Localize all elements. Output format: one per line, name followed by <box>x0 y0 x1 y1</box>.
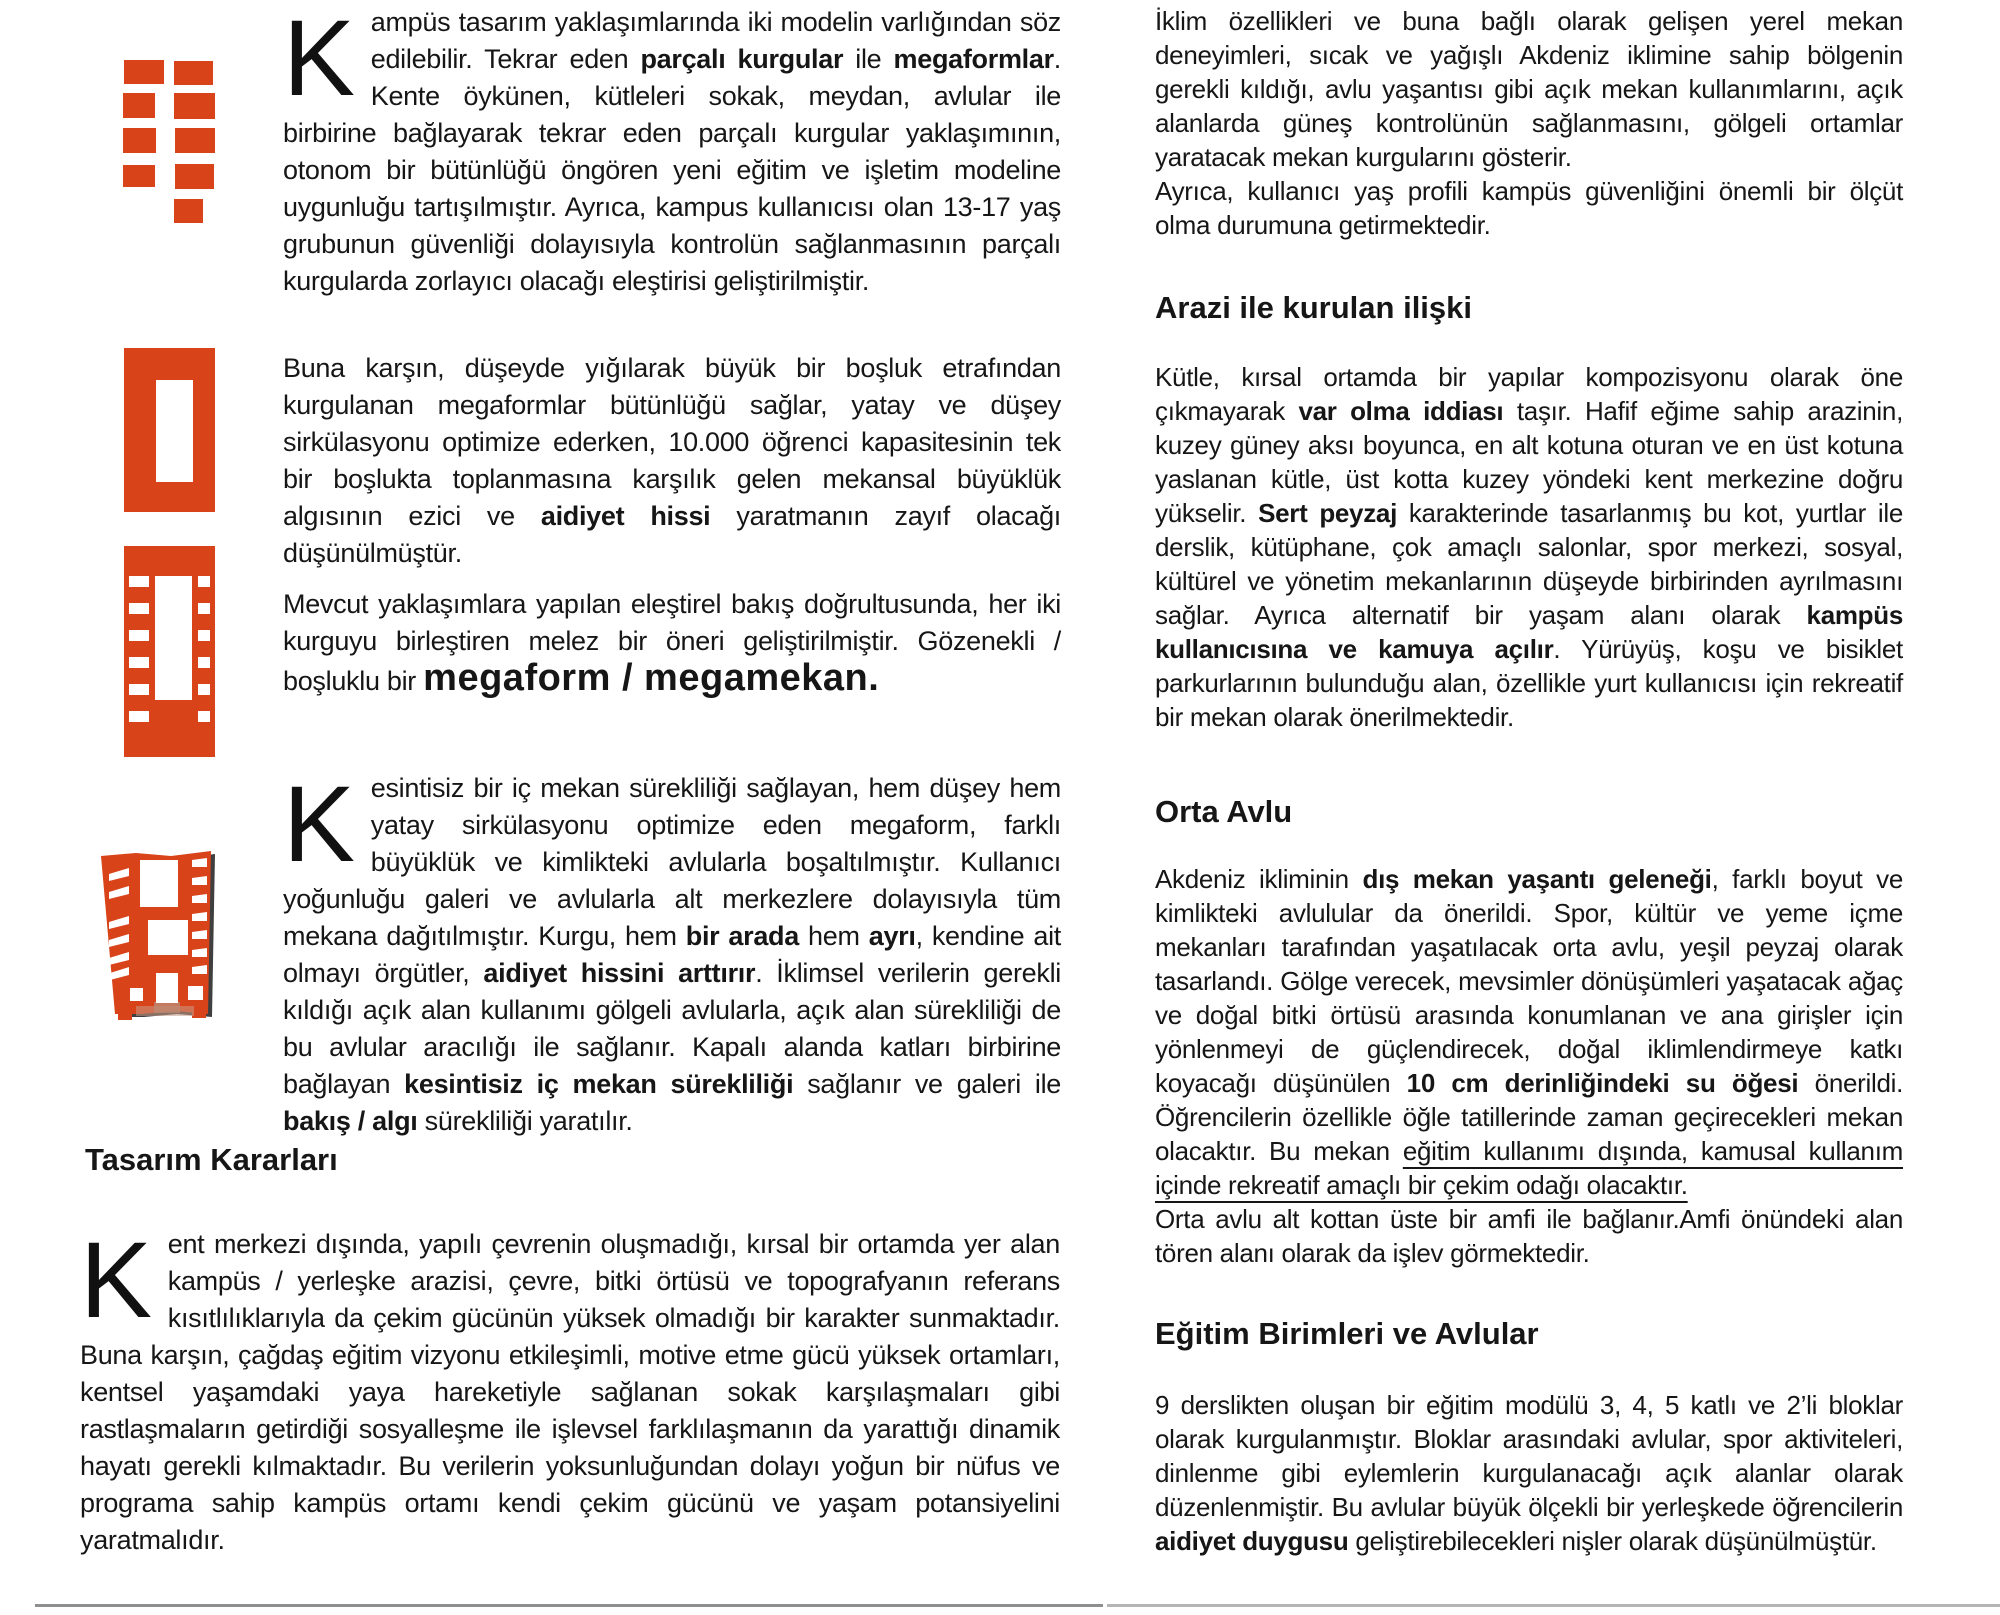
heading-tasarim-kararlari: Tasarım Kararları <box>85 1142 338 1177</box>
paragraph-continuity <box>283 763 1062 1140</box>
paragraph-text: 9 derslikten oluşan bir eğitim modülü 3, 4, 5 katlı ve 2’li bloklar olarak kurgulanmıştır. Bloklar arasındaki avlular, spor aktiviteleri, dinlenme gibi eylemlerin kurgulanacağı açık alanlar olarak düzenlenmiştir. Bu avlular büyük ölçekli bir yerleşkede öğrencilerin aidiyet duygusu geliştirebilecekleri nişler olarak düşünülmüştür. <box>1155 1390 1903 1556</box>
paragraph-central-courtyard <box>1155 862 1903 1270</box>
paragraph-campus-models <box>283 0 1061 300</box>
heading-arazi-iliskisi: Arazi ile kurulan ilişki <box>1155 290 1473 325</box>
paragraph-climate <box>1155 4 1903 242</box>
paragraph-design-decisions <box>80 1219 1060 1559</box>
paragraph-text: Mevcut yaklaşımlara yapılan eleştirel bakış doğrultusunda, her iki kurguyu birleştiren melez bir öneri geliştirilmiştir. Gözenekli / boşluklu bir megaform / megamekan. <box>283 589 1061 699</box>
paragraph-megaform-critique <box>283 350 1061 572</box>
dropcap-k: K <box>283 763 355 884</box>
paragraph-text: Buna karşın, düşeyde yığılarak büyük bir boşluk etrafından kurgulanan megaformlar bütünlüğü sağlar, yatay ve düşey sirkülasyonu optimize ederken, 10.000 öğrenci kapasitesinin tek bir boşlukta toplanmasına karşılık gelen mekansal büyüklük algısının ezici ve aidiyet hissi yaratmanın zayıf olacağı düşünülmüştür. <box>283 353 1062 568</box>
paragraph-text: ampüs tasarım yaklaşımlarında iki modelin varlığından söz edilebilir. Tekrar eden parçalı kurgular ile megaformlar. Kente öykünen, kütleleri sokak, meydan, avlular ile birbirine bağlayarak tekrar eden parçalı kurgular yaklaşımının, otonom bir bütünlüğü öngören yeni eğitim ve işletim modeline uygunluğu tartışılmıştır. Ayrıca, kampus kullanıcısı olan 13-17 yaş grubunun güvenliği dolayısıyla kontrolün sağlanmasının parçalı kurgularda zorlayıcı olacağı eleştirisi geliştirilmiştir. <box>283 7 1061 296</box>
divider-line-right <box>1107 1604 2000 1607</box>
fragmented-blocks-diagram <box>123 60 215 223</box>
solid-megaform-diagram <box>124 348 215 512</box>
heading-egitim-birimleri: Eğitim Birimleri ve Avlular <box>1155 1316 1539 1351</box>
paragraph-education-units <box>1155 1388 1903 1558</box>
porous-megaform-diagram <box>124 546 215 757</box>
paragraph-text: ent merkezi dışında, yapılı çevrenin oluşmadığı, kırsal bir ortamda yer alan kampüs / yerleşke arazisi, çevre, bitki örtüsü ve topografyanın referans kısıtlılıklarıyla da çekim gücünün yüksek olmadığı bir karakter sunmaktadır. Buna karşın, çağdaş eğitim vizyonu etkileşimli, motive etme gücü yüksek ortamları, kentsel yaşamdaki yaya hareketiyle sağlanan sokak karşılaşmaları gibi rastlaşmaların getirdiği sosyalleşme ile işlevsel farklılaşmanın da yarattığı dinamik hayatı gerekli kılmaktadır. Bu verilerin yoksunluğundan dolayı yoğun bir nüfus ve programa sahip kampüs ortamı kendi çekim gücünü ve yaşam potansiyelini yaratmalıdır. <box>80 1229 1060 1555</box>
heading-orta-avlu: Orta Avlu <box>1155 794 1293 829</box>
dropcap-k: K <box>283 0 355 118</box>
paragraph-hybrid-proposal <box>283 586 1061 700</box>
dropcap-k: K <box>80 1219 152 1340</box>
paragraph-text: Akdeniz ikliminin dış mekan yaşantı geleneği, farklı boyut ve kimlikteki avlulular da önerildi. Spor, kültür ve yeme içme mekanları tarafından yaşatılacak orta avlu, yeşil peyzaj olarak tasarlandı. Gölge verecek, mevsimler dönüşümleri yaşatacak ağaç ve doğal bitki örtüsü arasında konumlanan ve ana girişler için yönlenmeyi de güçlendirecek, doğal iklimlendirmeye katkı koyacağı düşünülen 10 cm derinliğindeki su öğesi önerildi. Öğrencilerin özellikle öğle tatillerinde zaman geçirecekleri mekan olacaktır. Bu mekan eğitim kullanımı dışında, kamusal kullanım içinde rekreatif amaçlı bir çekim odağı olacaktır. Orta avlu alt kottan üste bir amfi ile bağlanır.Amfi önündeki alan tören alanı olarak da işlev görmektedir. <box>1155 864 1904 1268</box>
paragraph-text: esintisiz bir iç mekan sürekliliği sağlayan, hem düşey hem yatay sirkülasyonu optimize eden megaform, farklı büyüklük ve kimlikteki avlularla boşaltılmıştır. Kullanıcı yoğunluğu galeri ve avlularla alt merkezlere dolayısıyla tüm mekana dağıtılmıştır. Kurgu, hem bir arada hem ayrı, kendine ait olmayı örgütler, aidiyet hissini arttırır. İklimsel verilerin gerekli kıldığı açık alan kullanımı gölgeli avlularla, açık alan sürekliliği de bu avlular aracılığı ile sağlanır. Kapalı alanda katları birbirine bağlayan kesintisiz iç mekan sürekliliği sağlanır ve galeri ile bakış / algı sürekliliği yaratılır. <box>283 773 1062 1136</box>
paragraph-text: İklim özellikleri ve buna bağlı olarak gelişen yerel mekan deneyimleri, sıcak ve yağışlı Akdeniz iklimine sahip bölgenin gerekli kıldığı, avlu yaşantısı gibi açık mekan kullanımlarını, açık alanlarda güneş kontrolünün sağlanmasını, gölgeli ortamlar yaratacak mekan kurgularını gösterir. Ayrıca, kullanıcı yaş profili kampüs güvenliğini önemli bir ölçüt olma durumuna getirmektedir. <box>1155 6 1903 240</box>
paragraph-site-relation <box>1155 360 1903 734</box>
divider-line-left <box>35 1604 1103 1607</box>
paragraph-text: Kütle, kırsal ortamda bir yapılar kompozisyonu olarak öne çıkmayarak var olma iddiası taşır. Hafif eğime sahip arazinin, kuzey güney aksı boyunca, en alt kotuna oturan ve en üst kotuna yaslanan kütle, üst kotta kuzey yöndeki kent merkezine doğru yükselir. Sert peyzaj karakterinde tasarlanmış bu kot, yurtlar ile derslik, kütüphane, çok amaçlı salonlar, spor merkezi, sosyal, kültürel ve yönetim mekanlarının düşeyde birbirinden ayrılmasını sağlar. Ayrıca alternatif bir yaşam alanı olarak kampüs kullanıcısına ve kamuya açılır. Yürüyüş, koşu ve bisiklet parkurlarının bulunduğu alan, özellikle yurt kullanıcısı için rekreatif bir mekan olarak önerilmektedir. <box>1155 362 1903 732</box>
megaform-tower-sketch-diagram <box>96 846 220 1024</box>
